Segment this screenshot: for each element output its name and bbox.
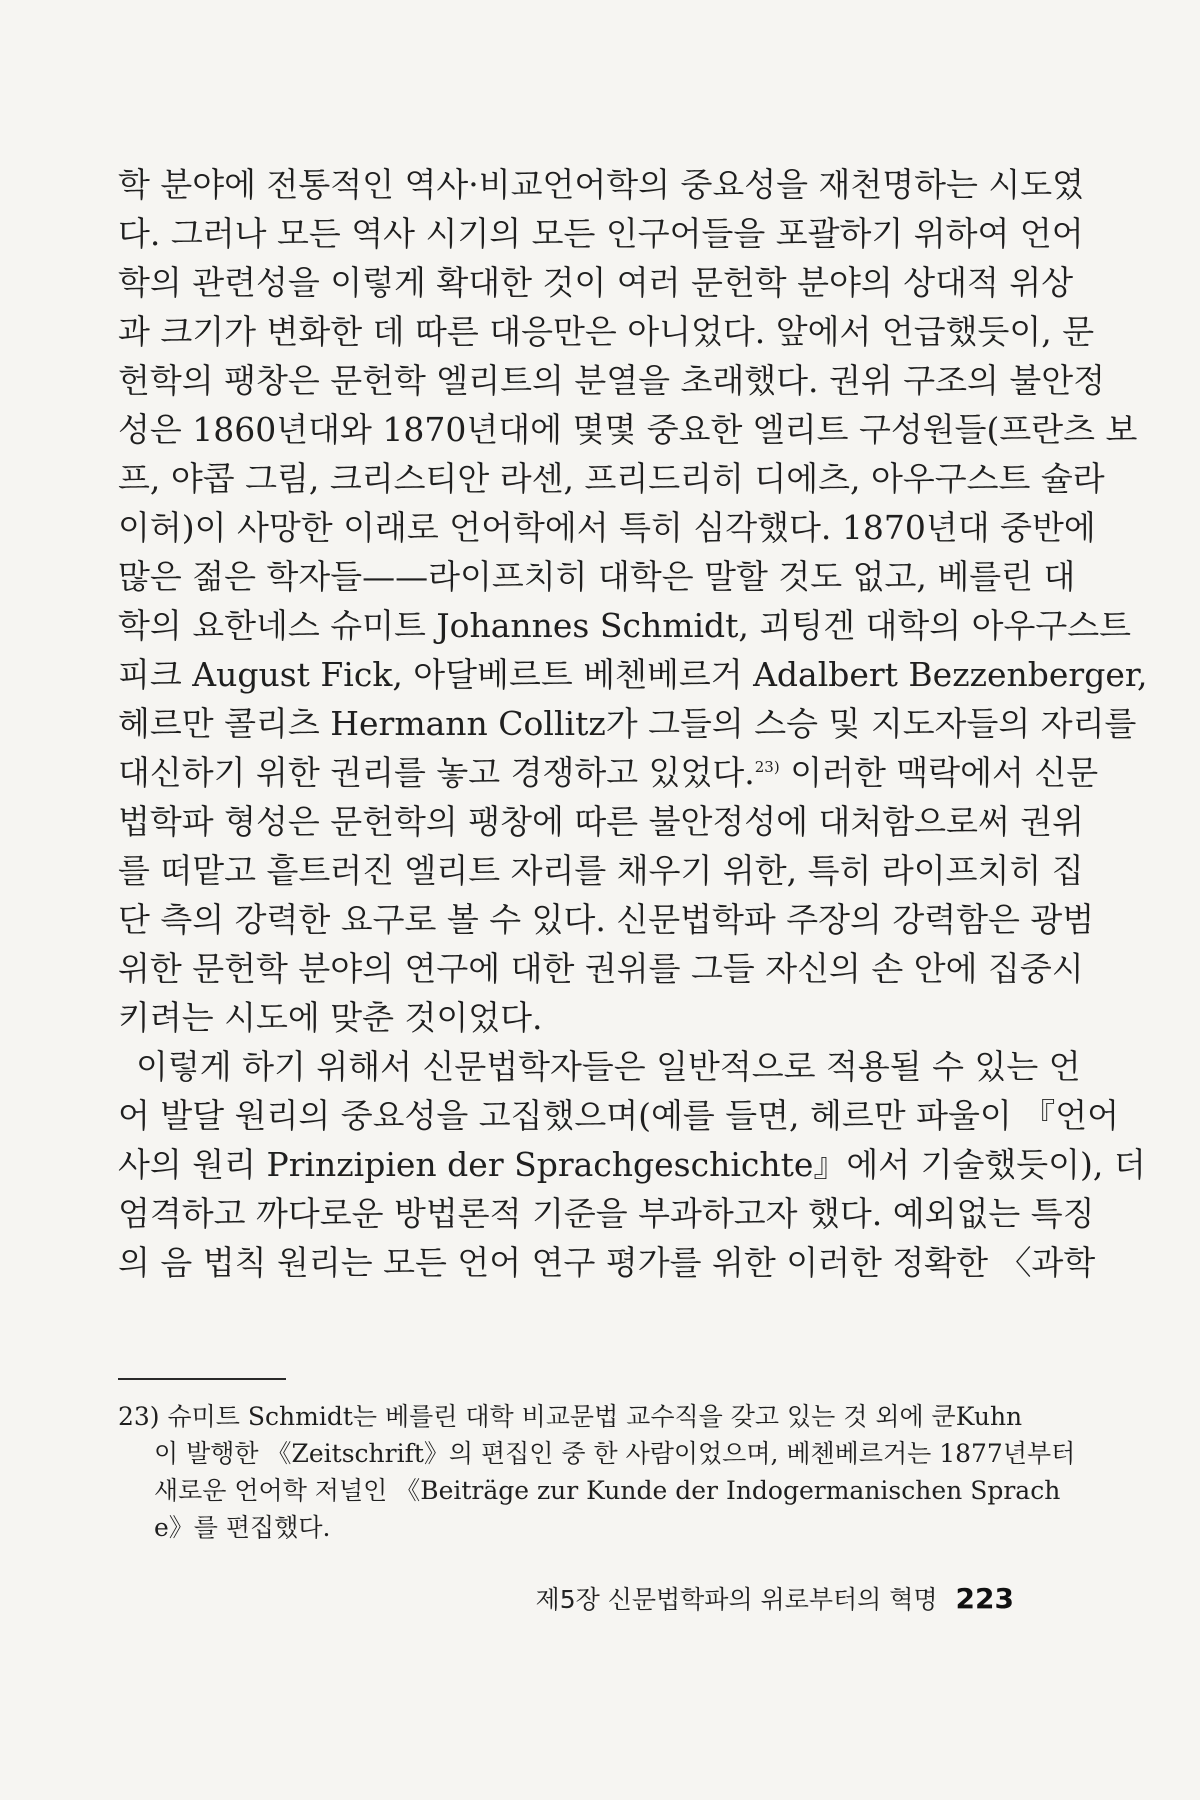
- body-text: [118, 160, 1148, 1287]
- body-line: 위한 문헌학 분야의 연구에 대한 권위를 그들 자신의 손 안에 집중시: [118, 949, 1084, 988]
- body-line: 사의 원리 Prinzipien der Sprachgeschichte』에서 기술했듯이), 더: [118, 1145, 1146, 1184]
- footnote-line: 새로운 언어학 저널인 《Beiträge zur Kunde der Indogermanischen Sprach: [154, 1476, 1061, 1505]
- body-line-with-footnote-ref: [118, 748, 1099, 797]
- body-line: 엄격하고 까다로운 방법론적 기준을 부과하고자 했다. 예외없는 특징: [118, 1194, 1095, 1233]
- footnote: [118, 1398, 1076, 1546]
- body-line: 의 음 법칙 원리는 모든 언어 연구 평가를 위한 이러한 정확한 〈과학: [118, 1243, 1096, 1282]
- footnote-line: 23) 슈미트 Schmidt는 베를린 대학 비교문법 교수직을 갖고 있는 것 외에 쿤Kuhn: [118, 1402, 1023, 1431]
- body-line: 학 분야에 전통적인 역사·비교언어학의 중요성을 재천명하는 시도였: [118, 165, 1085, 204]
- body-line: 법학파 형성은 문헌학의 팽창에 따른 불안정성에 대처함으로써 권위: [118, 802, 1085, 841]
- body-line-head: 대신하기 위한 권리를 놓고 경쟁하고 있었다.: [118, 753, 755, 792]
- body-line: 어 발달 원리의 중요성을 고집했으며(예를 들면, 헤르만 파울이 『언어: [118, 1096, 1119, 1135]
- body-line-tail: 이러한 맥락에서 신문: [779, 753, 1099, 792]
- body-line: 단 측의 강력한 요구로 볼 수 있다. 신문법학파 주장의 강력함은 광범: [118, 900, 1095, 939]
- body-line: 다. 그러나 모든 역사 시기의 모든 인구어들을 포괄하기 위하여 언어: [118, 214, 1084, 253]
- running-head: 제5장 신문법학파의 위로부터의 혁명: [535, 1585, 938, 1614]
- body-line: 학의 요한네스 슈미트 Johannes Schmidt, 괴팅겐 대학의 아우구스트: [118, 606, 1132, 645]
- footnote-reference: 23): [754, 758, 780, 776]
- body-line: 이허)이 사망한 이래로 언어학에서 특히 심각했다. 1870년대 중반에: [118, 508, 1096, 547]
- body-line: 성은 1860년대와 1870년대에 몇몇 중요한 엘리트 구성원들(프란츠 보: [118, 410, 1138, 449]
- body-line: 헌학의 팽창은 문헌학 엘리트의 분열을 초래했다. 권위 구조의 불안정: [118, 361, 1105, 400]
- body-line: 과 크기가 변화한 데 따른 대응만은 아니었다. 앞에서 언급했듯이, 문: [118, 312, 1095, 351]
- page-footer: [536, 1580, 1014, 1616]
- body-line: 학의 관련성을 이렇게 확대한 것이 여러 문헌학 분야의 상대적 위상: [118, 263, 1074, 302]
- footnote-line: 이 발행한 《Zeitschrift》의 편집인 중 한 사람이었으며, 베첸베르거는 1877년부터: [154, 1439, 1076, 1468]
- page-number: 223: [955, 1582, 1014, 1615]
- body-line: 키려는 시도에 맞춘 것이었다.: [118, 998, 543, 1037]
- body-line: 프, 야콥 그림, 크리스티안 라센, 프리드리히 디에츠, 아우구스트 슐라: [118, 459, 1105, 498]
- body-line: 피크 August Fick, 아달베르트 베첸베르거 Adalbert Bezzenberger,: [118, 655, 1148, 694]
- paragraph-first-line: 이렇게 하기 위해서 신문법학자들은 일반적으로 적용될 수 있는 언: [136, 1047, 1081, 1086]
- body-line: 헤르만 콜리츠 Hermann Collitz가 그들의 스승 및 지도자들의 자리를: [118, 704, 1137, 743]
- footnote-divider: [118, 1378, 286, 1380]
- body-line: 를 떠맡고 흩트러진 엘리트 자리를 채우기 위한, 특히 라이프치히 집: [118, 851, 1084, 890]
- footnote-line: e》를 편집했다.: [154, 1513, 331, 1542]
- body-line: 많은 젊은 학자들——라이프치히 대학은 말할 것도 없고, 베를린 대: [118, 557, 1076, 596]
